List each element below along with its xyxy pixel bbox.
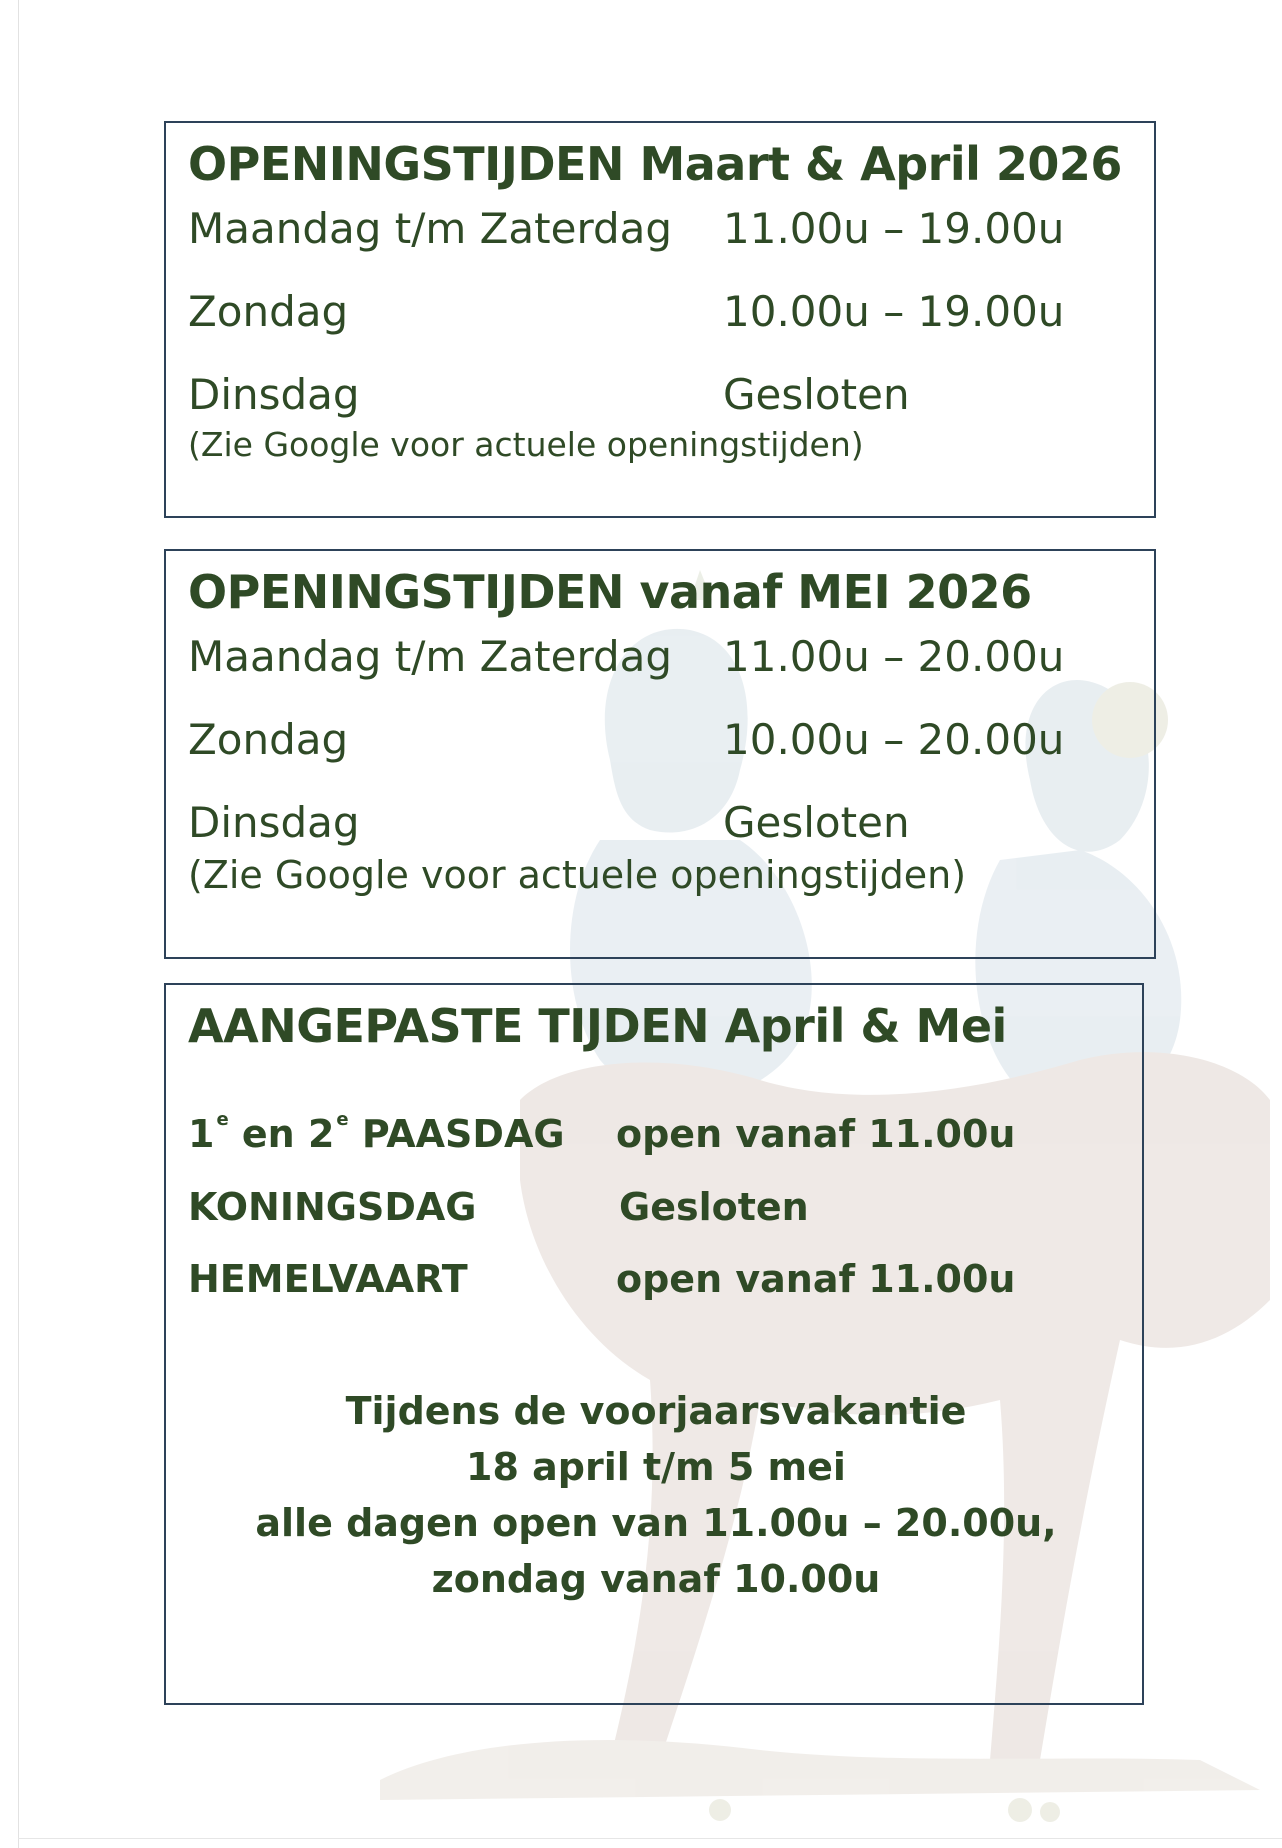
tuesday-label: Dinsdag (188, 798, 360, 847)
vacation-line-3: alle dagen open van 11.00u – 20.00u, (255, 1501, 1057, 1545)
vacation-line-4: zondag vanaf 10.00u (431, 1557, 881, 1601)
box-title: OPENINGSTIJDEN vanaf MEI 2026 (188, 565, 1032, 619)
sunday-hours: 10.00u – 20.00u (723, 715, 1065, 764)
box-title: OPENINGSTIJDEN Maart & April 2026 (188, 137, 1122, 191)
weekday-label: Maandag t/m Zaterdag (188, 632, 673, 681)
google-hours-note: (Zie Google voor actuele openingstijden) (188, 853, 967, 897)
weekday-label: Maandag t/m Zaterdag (188, 204, 673, 253)
easter-first-num: 1 (188, 1112, 215, 1156)
kings-day-status: Gesloten (619, 1185, 809, 1229)
ordinal-suffix: e (336, 1109, 349, 1130)
easter-hours: open vanaf 11.00u (616, 1112, 1016, 1156)
tuesday-label: Dinsdag (188, 370, 360, 419)
vacation-line-2: 18 april t/m 5 mei (466, 1445, 846, 1489)
sunday-label: Zondag (188, 287, 349, 336)
ascension-day-hours: open vanaf 11.00u (616, 1257, 1016, 1301)
adjusted-hours-box (164, 983, 1144, 1705)
tuesday-status: Gesloten (723, 370, 910, 419)
easter-days-label (188, 1109, 565, 1156)
ascension-day-label: HEMELVAART (188, 1257, 468, 1301)
vacation-line-1: Tijdens de voorjaarsvakantie (345, 1389, 967, 1433)
tuesday-status: Gesloten (723, 798, 910, 847)
opening-hours-from-may-box (164, 549, 1156, 959)
box-title: AANGEPASTE TIJDEN April & Mei (188, 999, 1007, 1053)
google-hours-note: (Zie Google voor actuele openingstijden) (188, 425, 864, 464)
ordinal-suffix: e (216, 1109, 229, 1130)
easter-connector: en 2 (228, 1112, 335, 1156)
easter-word: PAASDAG (348, 1112, 565, 1156)
sunday-label: Zondag (188, 715, 349, 764)
sunday-hours: 10.00u – 19.00u (723, 287, 1065, 336)
weekday-hours: 11.00u – 19.00u (723, 204, 1065, 253)
weekday-hours: 11.00u – 20.00u (723, 632, 1065, 681)
kings-day-label: KONINGSDAG (188, 1185, 477, 1229)
opening-hours-march-april-box (164, 121, 1156, 518)
